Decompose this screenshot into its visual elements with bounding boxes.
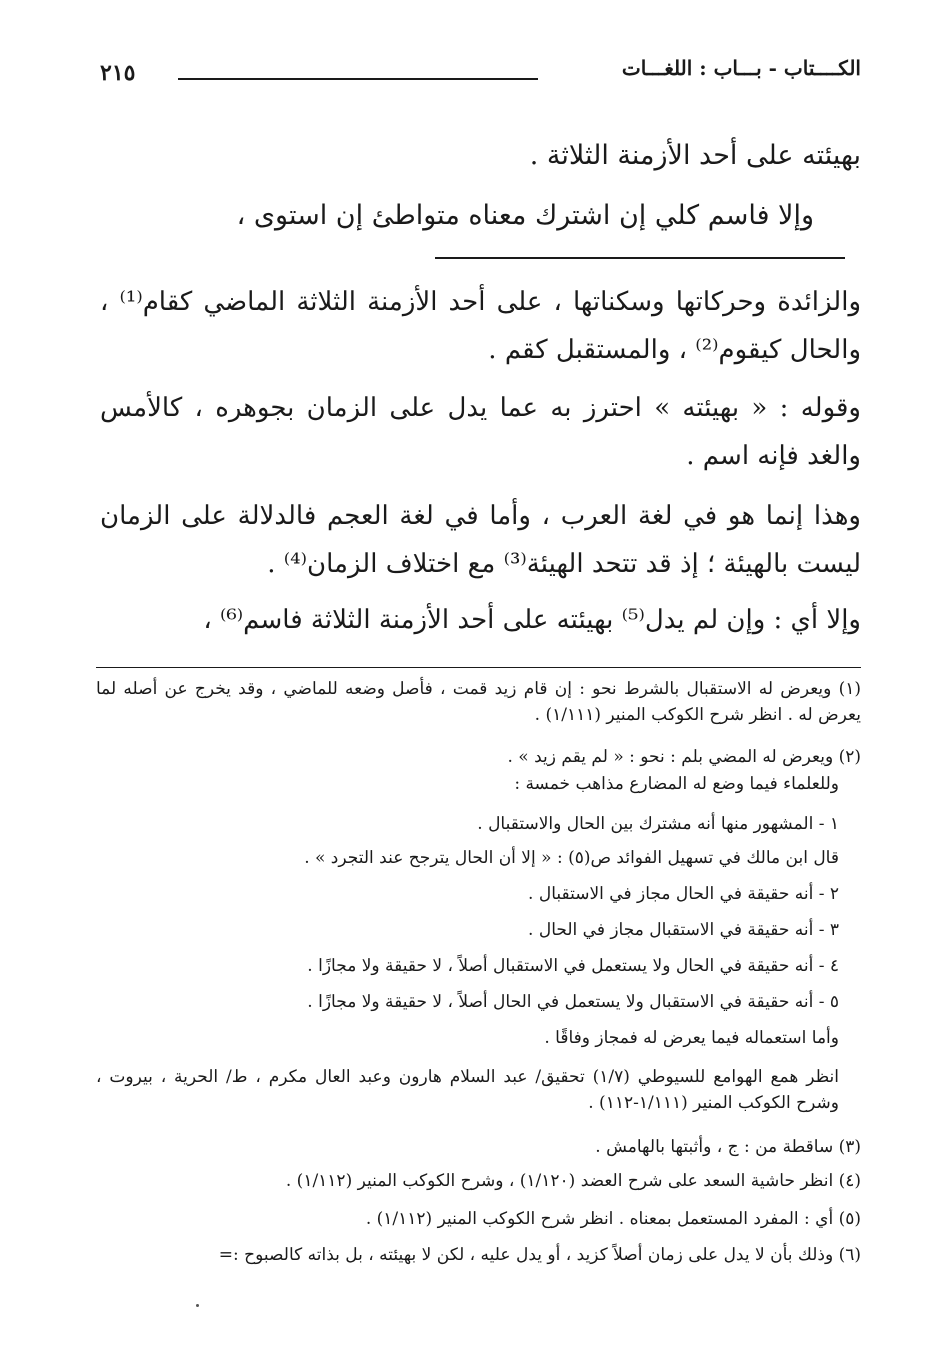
- footnote-2: (٢) ويعرض له المضي بلم : نحو : « لم يقم زيد » .: [507, 747, 861, 767]
- footnote-2-conclusion: وأما استعماله فيما يعرض له فمجاز وفاقًا .: [544, 1028, 839, 1048]
- sharh-paragraph-3: وهذا إنما هو في لغة العرب ، وأما في لغة العجم فالدلالة على الزمان ليست بالهيئة ؛ إذ قد تتحد الهيئة⁽³⁾ مع اختلاف الزمان⁽⁴⁾ .: [100, 501, 861, 579]
- footnote-2-reference: انظر همع الهوامع للسيوطي (١/٧) تحقيق/ عبد السلام هارون وعبد العال مكرم ، ط/ الحرية ، بيروت ، وشرح الكوكب المنير (١/١١١-١١٢) .: [96, 1067, 839, 1113]
- page-number: ٢١٥: [100, 60, 136, 86]
- sharh-paragraph-2: وقوله : « بهيئته » احترز به عما يدل على الزمان بجوهره ، كالأمس والغد فإنه اسم .: [100, 393, 861, 471]
- footnote-2-item-1: ١ - المشهور منها أنه مشترك بين الحال والاستقبال .: [477, 814, 839, 834]
- header-rule: [178, 78, 538, 80]
- matn-line-2: وإلا فاسم كلي إن اشترك معناه متواطئ إن استوى ،: [236, 200, 814, 231]
- footnote-2-item-3: ٣ - أنه حقيقة في الاستقبال مجاز في الحال .: [528, 920, 839, 940]
- running-header-title: الكــــتاب - بـــاب : اللغـــات: [621, 56, 861, 80]
- footnote-separator-rule: [96, 667, 861, 668]
- matn-line-1: بهيئته على أحد الأزمنة الثلاثة .: [529, 140, 861, 171]
- footnote-2-intro: وللعلماء فيما وضع له المضارع مذاهب خمسة :: [514, 774, 839, 794]
- footnote-1: (١) ويعرض له الاستقبال بالشرط نحو : إن قام زيد قمت ، فأصل وضعه للماضي ، وقد يخرج عن أصله لما يعرض له . انظر شرح الكوكب المنير (١/١١١) .: [96, 679, 861, 725]
- scan-speck: [196, 1304, 199, 1307]
- footnote-2-item-2: ٢ - أنه حقيقة في الحال مجاز في الاستقبال .: [528, 884, 839, 904]
- footnote-3: (٣) ساقطة من : ج ، وأثبتها بالهامش .: [595, 1137, 861, 1157]
- sharh-paragraph-4: وإلا أي : وإن لم يدل⁽⁵⁾ بهيئته على أحد الأزمنة الثلاثة فاسم⁽⁶⁾ ،: [203, 605, 861, 635]
- sharh-paragraph-1: والزائدة وحركاتها وسكناتها ، على أحد الأزمنة الثلاثة الماضي كقام⁽¹⁾ ، والحال كيقوم⁽²⁾ ، والمستقبل كقم .: [100, 287, 862, 365]
- footnote-5: (٥) أي : المفرد المستعمل بمعناه . انظر شرح الكوكب المنير (١/١١٢) .: [365, 1209, 861, 1229]
- footnote-2-item-4: ٤ - أنه حقيقة في الحال ولا يستعمل في الاستقبال أصلاً ، لا حقيقة ولا مجازًا .: [307, 956, 839, 976]
- footnote-6: (٦) وذلك بأن لا يدل على زمان أصلاً كزيد ، أو يدل عليه ، لكن لا بهيئته ، بل بذاته كالصبوح :=: [218, 1245, 861, 1265]
- footnote-4: (٤) انظر حاشية السعد على شرح العضد (١/١٢٠) ، وشرح الكوكب المنير (١/١١٢) .: [285, 1171, 861, 1191]
- footnote-2-quote: قال ابن مالك في تسهيل الفوائد ص(٥) : « إلا أن الحال يترجح عند التجرد » .: [304, 848, 839, 868]
- footnote-2-item-5: ٥ - أنه حقيقة في الاستقبال ولا يستعمل في الحال أصلاً ، لا حقيقة ولا مجازًا .: [307, 992, 839, 1012]
- matn-separator-rule: [435, 257, 845, 259]
